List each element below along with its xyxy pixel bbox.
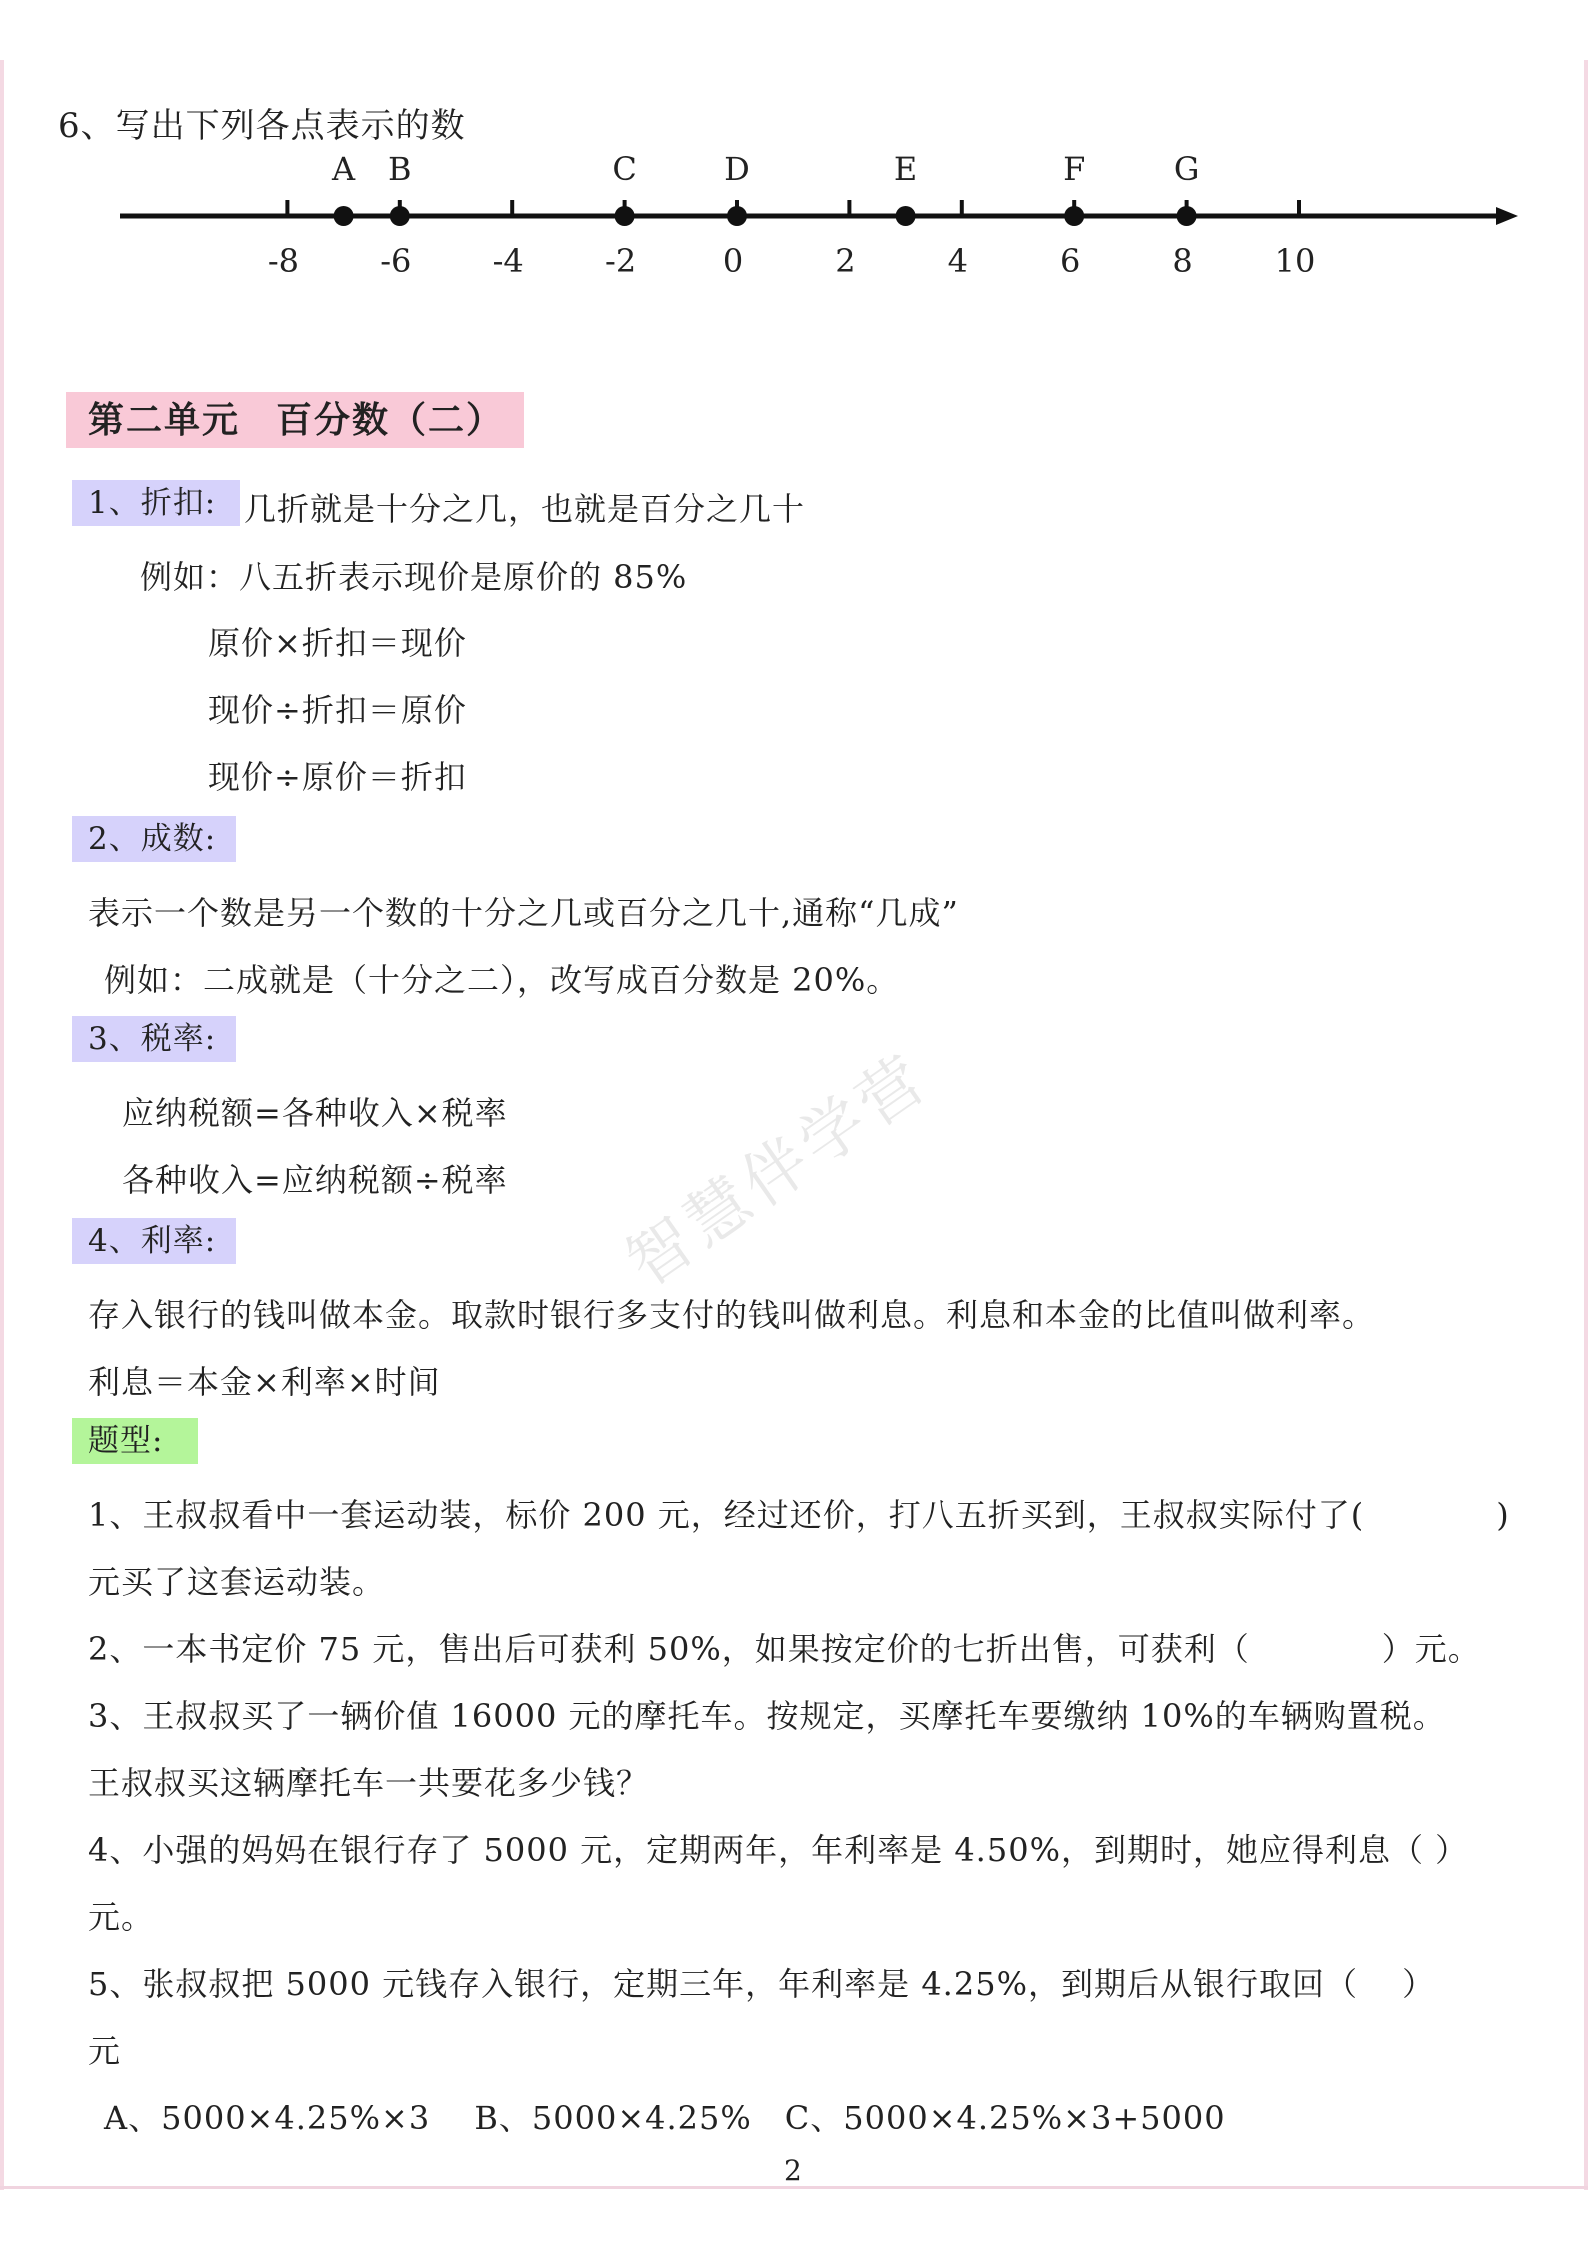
exercise-4-line-2: 元。 bbox=[88, 1898, 155, 1936]
unit-title-part2: 百分数（二） bbox=[276, 399, 505, 441]
page-border-right bbox=[1584, 60, 1588, 2190]
chengshu-tag: 2、成数: bbox=[72, 816, 236, 862]
number-line-point-label: C bbox=[612, 150, 637, 188]
unit-title-part1: 第二单元 bbox=[88, 399, 241, 441]
number-line-point-label: G bbox=[1173, 150, 1200, 188]
chengshu-definition: 表示一个数是另一个数的十分之几或百分之几十,通称“几成” bbox=[88, 894, 959, 932]
number-line-tick-label: 2 bbox=[835, 242, 856, 280]
number-line-point bbox=[896, 206, 916, 226]
discount-definition: 几折就是十分之几，也就是百分之几十 bbox=[244, 490, 806, 528]
number-line-point bbox=[390, 206, 410, 226]
number-line-tick-label: 0 bbox=[722, 242, 744, 280]
discount-tag: 1、折扣: bbox=[72, 480, 240, 526]
page-border-left bbox=[0, 60, 4, 2190]
exercise-4-line-1: 4、小强的妈妈在银行存了 5000 元，定期两年，年利率是 4.50%，到期时，她应得利息（ ） bbox=[88, 1831, 1469, 1869]
number-line-tick-label: -8 bbox=[267, 242, 299, 280]
number-line-tick-label: -2 bbox=[605, 242, 637, 280]
number-line-tick-label: -6 bbox=[380, 242, 412, 280]
exercise-3-line-2: 王叔叔买这辆摩托车一共要花多少钱？ bbox=[88, 1764, 650, 1802]
number-line-tick-label: 4 bbox=[947, 242, 968, 280]
interest-definition: 存入银行的钱叫做本金。取款时银行多支付的钱叫做利息。利息和本金的比值叫做利率。 bbox=[88, 1296, 1376, 1334]
unit-header bbox=[66, 392, 524, 448]
exercise-2: 2、一本书定价 75 元，售出后可获利 50%，如果按定价的七折出售，可获利（ ）元。 bbox=[88, 1630, 1481, 1668]
number-line-tick-label: 6 bbox=[1060, 242, 1081, 280]
exercise-5-line-1: 5、张叔叔把 5000 元钱存入银行，定期三年，年利率是 4.25%，到期后从银行取回（ ） bbox=[88, 1965, 1436, 2003]
discount-formula-3: 现价÷原价＝折扣 bbox=[208, 758, 467, 796]
number-line-point-label: A bbox=[332, 150, 356, 188]
number-line-point bbox=[334, 206, 354, 226]
question-6-title: 6、写出下列各点表示的数 bbox=[58, 106, 466, 146]
discount-formula-1: 原价×折扣＝现价 bbox=[208, 624, 467, 662]
number-line-point-label: D bbox=[724, 150, 750, 188]
watermark: 智慧伴学营 bbox=[613, 1040, 944, 1302]
exercise-5-line-2: 元 bbox=[88, 2032, 122, 2070]
exercise-5-options: A、5000×4.25%×3 B、5000×4.25% C、5000×4.25%×3+5000 bbox=[104, 2099, 1226, 2137]
exercise-3-line-1: 3、王叔叔买了一辆价值 16000 元的摩托车。按规定，买摩托车要缴纳 10%的车辆购置税。 bbox=[88, 1697, 1446, 1735]
interest-tag: 4、利率: bbox=[72, 1218, 236, 1264]
tax-tag: 3、税率: bbox=[72, 1016, 236, 1062]
discount-example: 例如：八五折表示现价是原价的 85% bbox=[140, 558, 688, 596]
number-line-point-label: F bbox=[1063, 150, 1086, 188]
exercise-1-line-1: 1、王叔叔看中一套运动装，标价 200 元，经过还价，打八五折买到，王叔叔实际付了( ) bbox=[88, 1496, 1510, 1534]
tax-formula-1: 应纳税额=各种收入×税率 bbox=[122, 1094, 508, 1132]
number-line-point-label: B bbox=[388, 150, 412, 188]
tax-formula-2: 各种收入=应纳税额÷税率 bbox=[122, 1161, 508, 1199]
exercise-1-line-2: 元买了这套运动装。 bbox=[88, 1563, 386, 1601]
interest-formula: 利息＝本金×利率×时间 bbox=[88, 1363, 441, 1401]
number-line-point bbox=[1064, 206, 1084, 226]
number-line-point bbox=[615, 206, 635, 226]
number-line-point bbox=[727, 206, 747, 226]
chengshu-example: 例如：二成就是（十分之二），改写成百分数是 20%。 bbox=[104, 961, 900, 999]
discount-formula-2: 现价÷折扣＝原价 bbox=[208, 691, 467, 729]
number-line-point-label: E bbox=[893, 150, 918, 188]
number-line bbox=[0, 140, 1588, 300]
number-line-tick-label: 8 bbox=[1172, 242, 1193, 280]
number-line-point bbox=[1177, 206, 1197, 226]
number-line-tick-label: 10 bbox=[1274, 242, 1316, 280]
page-number: 2 bbox=[784, 2154, 802, 2187]
number-line-arrow bbox=[1496, 207, 1518, 225]
number-line-tick-label: -4 bbox=[492, 242, 524, 280]
exercises-tag: 题型: bbox=[72, 1418, 198, 1464]
